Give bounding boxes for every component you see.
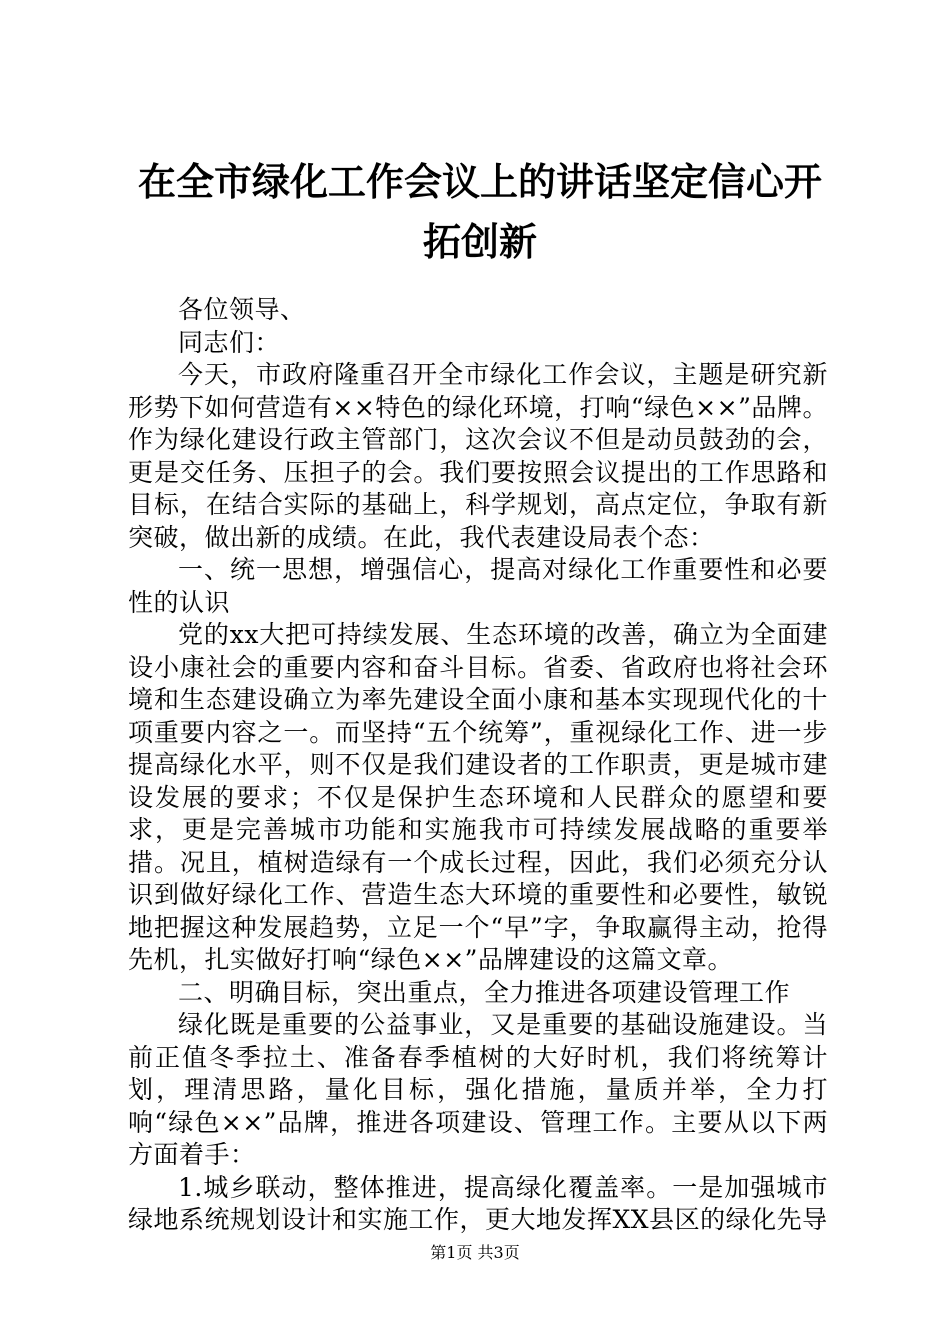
section-heading-1: 一、统一思想，增强信心，提高对绿化工作重要性和必要性的认识 <box>128 555 828 617</box>
intro-paragraph: 今天，市政府隆重召开全市绿化工作会议，主题是研究新形势下如何营造有××特色的绿化环境，打响“绿色××”品牌。作为绿化建设行政主管部门，这次会议不但是动员鼓劲的会，更是交任务、压担子的会。我们要按照会议提出的工作思路和目标，在结合实际的基础上，科学规划，高点定位，争取有新突破，做出新的成绩。在此，我代表建设局表个态： <box>128 360 828 552</box>
salutation-line-1: 各位领导、 <box>178 295 306 324</box>
section-1-paragraph: 党的xx大把可持续发展、生态环境的改善，确立为全面建设小康社会的重要内容和奋斗目标。省委、省政府也将社会环境和生态建设确立为率先建设全面小康和基本实现现代化的十项重要内容之一。而坚持“五个统筹”，重视绿化工作、进一步提高绿化水平，则不仅是我们建设者的工作职责，更是城市建设发展的要求；不仅是保护生态环境和人民群众的愿望和要求，更是完善城市功能和实施我市可持续发展战略的重要举措。况且，植树造绿有一个成长过程，因此，我们必须充分认识到做好绿化工作、营造生态大环境的重要性和必要性，敏锐地把握这种发展趋势，立足一个“早”字，争取赢得主动，抢得先机，扎实做好打响“绿色××”品牌建设的这篇文章。 <box>128 620 828 974</box>
salutation-line-2: 同志们： <box>178 327 281 357</box>
section-2-paragraph: 绿化既是重要的公益事业，又是重要的基础设施建设。当前正值冬季拉土、准备春季植树的大好时机，我们将统筹计划，理清思路，量化目标，强化措施，量质并举，全力打响“绿色××”品牌，推进各项建设、管理工作。主要从以下两方面着手： <box>128 1010 828 1169</box>
page-footer: 第1页 共3页 <box>430 1243 520 1262</box>
subsection-1-paragraph: 1.城乡联动，整体推进，提高绿化覆盖率。一是加强城市绿地系统规划设计和实施工作，更大地发挥XX县区的绿化先导 <box>128 1172 828 1234</box>
section-heading-2: 二、明确目标，突出重点，全力推进各项建设管理工作 <box>178 977 791 1007</box>
document-body <box>128 294 828 1237</box>
document-title: 在全市绿化工作会议上的讲话坚定信心开拓创新 <box>137 160 822 264</box>
